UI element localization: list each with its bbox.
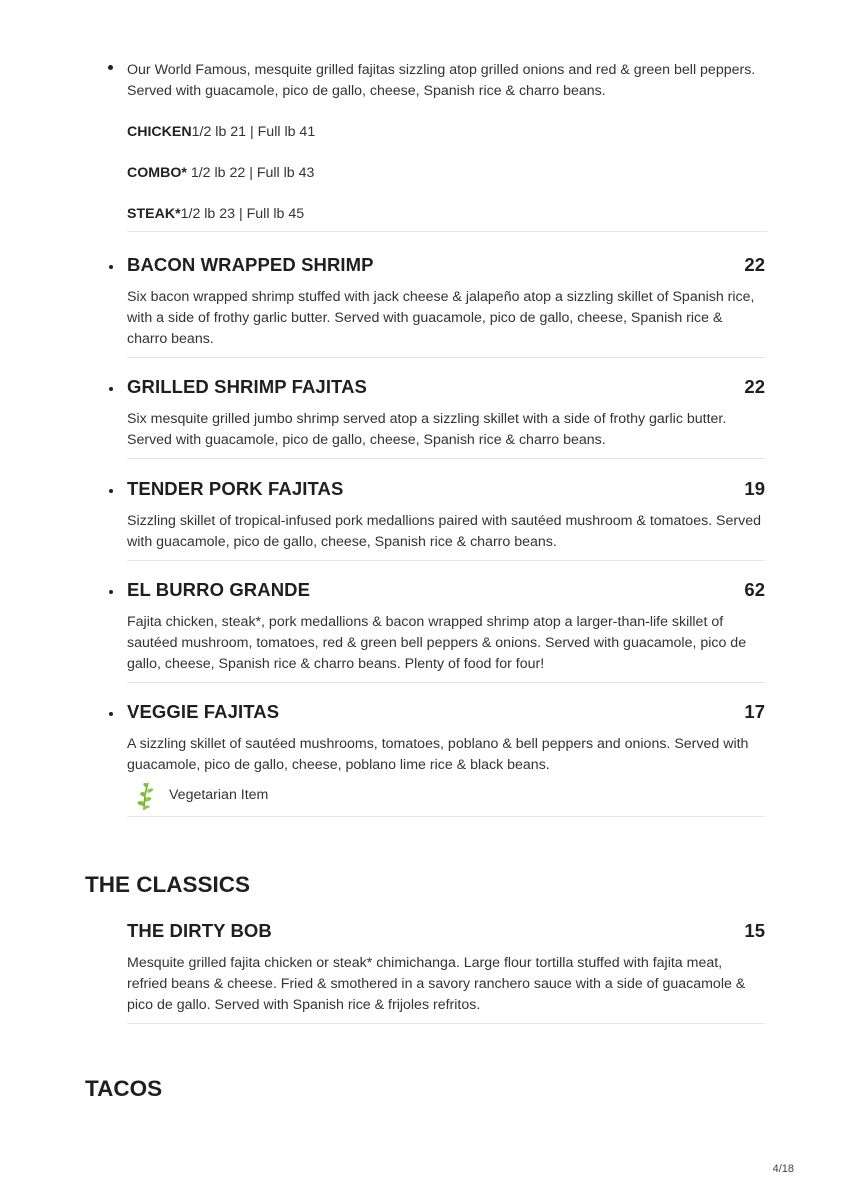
bullet	[109, 590, 113, 594]
bullet	[109, 265, 113, 269]
item-description: Sizzling skillet of tropical-infused pork medallions paired with sautéed mushroom & tomatoes. Served with guacamole, pico de gallo, cheese, Spanish rice & charro beans.	[127, 513, 762, 550]
divider	[127, 231, 767, 232]
menu-item-tender-pork-fajitas	[127, 478, 765, 561]
size-option-combo: COMBO* 1/2 lb 22 | Full lb 43	[127, 165, 315, 181]
fajitas-description: Our World Famous, mesquite grilled fajitas sizzling atop grilled onions and red & green bell peppers. Served with guacamole, pico de gallo, cheese, Spanish rice & charro beans.	[127, 62, 756, 99]
menu-item-el-burro-grande	[127, 579, 765, 683]
size-option-steak: STEAK*1/2 lb 23 | Full lb 45	[127, 206, 305, 222]
bullet	[108, 65, 113, 70]
section-title-tacos: TACOS	[85, 1076, 163, 1101]
page-number: 4/18	[772, 1163, 794, 1175]
vegetarian-badge	[127, 778, 765, 812]
item-name: BACON WRAPPED SHRIMP	[127, 254, 374, 275]
size-option-chicken: CHICKEN1/2 lb 21 | Full lb 41	[127, 124, 316, 140]
item-price: 22	[744, 376, 765, 397]
item-name: TENDER PORK FAJITAS	[127, 478, 344, 499]
item-description: Six mesquite grilled jumbo shrimp served atop a sizzling skillet with a side of frothy garlic butter. Served with guacamole, pico de gallo, cheese, Spanish rice & charro beans.	[127, 411, 727, 448]
item-name: GRILLED SHRIMP FAJITAS	[127, 376, 367, 397]
item-description: Mesquite grilled fajita chicken or steak* chimichanga. Large flour tortilla stuffed with fajita meat, refried beans & cheese. Fried & smothered in a savory ranchero sauce with a side of guacamole & pico de gallo. Served with Spanish rice & frijoles refritos.	[127, 955, 746, 1013]
section-title-classics: THE CLASSICS	[85, 872, 251, 897]
vegetarian-label: Vegetarian Item	[169, 787, 269, 803]
item-description: Fajita chicken, steak*, pork medallions & bacon wrapped shrimp atop a larger-than-life skillet of sautéed mushroom, tomatoes, red & green bell peppers & onions. Served with guacamole, pico de gallo, cheese, Spanish rice & charro beans. Plenty of food for four!	[127, 614, 747, 672]
herb-sprig-icon	[127, 778, 161, 812]
item-description: Six bacon wrapped shrimp stuffed with jack cheese & jalapeño atop a sizzling skillet of Spanish rice, with a side of frothy garlic butter. Served with guacamole, pico de gallo, cheese, Spanish rice & charro beans.	[127, 289, 755, 347]
menu-item-grilled-shrimp-fajitas	[127, 376, 765, 459]
item-price: 17	[744, 701, 765, 722]
item-description: A sizzling skillet of sautéed mushrooms, tomatoes, poblano & bell peppers and onions. Served with guacamole, pico de gallo, cheese, poblano lime rice & black beans.	[127, 736, 749, 773]
item-name: VEGGIE FAJITAS	[127, 701, 280, 722]
item-name: THE DIRTY BOB	[127, 920, 272, 941]
bullet	[109, 712, 113, 716]
item-name: EL BURRO GRANDE	[127, 579, 311, 600]
fajitas-intro	[127, 60, 767, 232]
menu-item-the-dirty-bob	[127, 920, 765, 1024]
bullet	[109, 387, 113, 391]
bullet	[109, 489, 113, 493]
item-price: 22	[744, 254, 765, 275]
item-price: 19	[744, 478, 765, 499]
item-price: 15	[744, 920, 765, 941]
menu-item-veggie-fajitas	[127, 701, 765, 817]
item-price: 62	[744, 579, 765, 600]
menu-item-bacon-wrapped-shrimp	[127, 254, 765, 358]
